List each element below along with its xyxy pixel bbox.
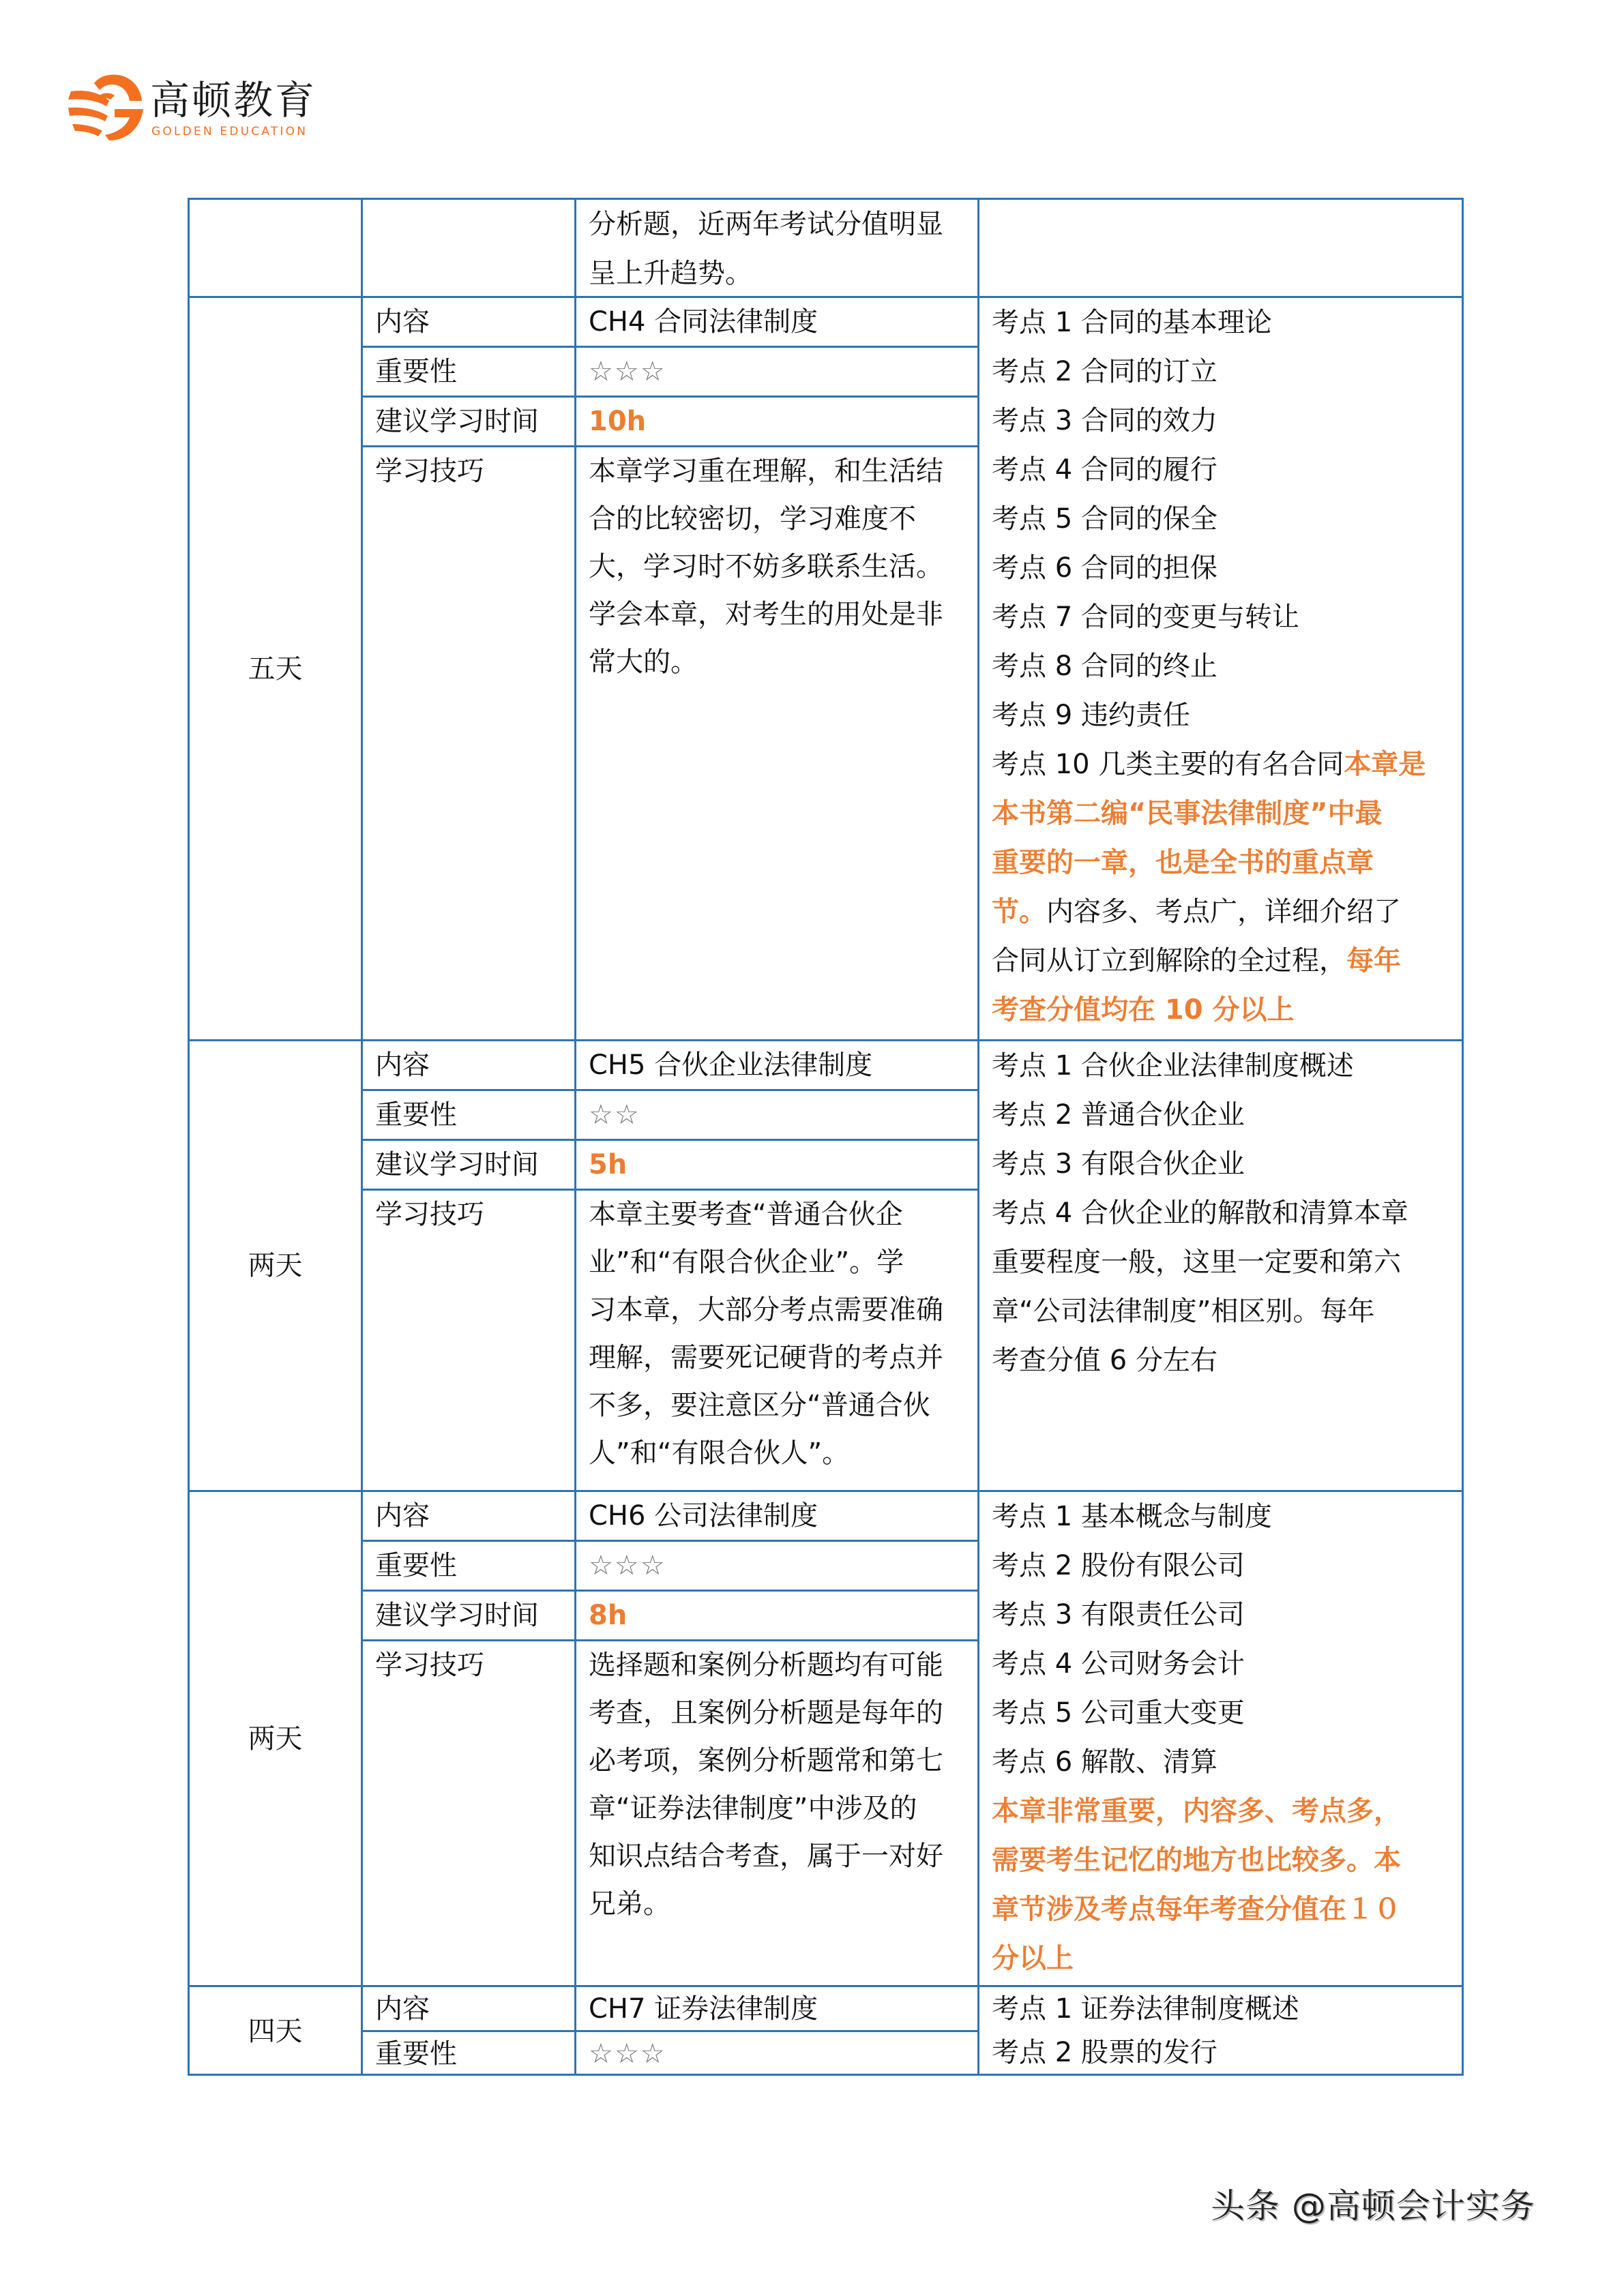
label-study-time: 建议学习时间: [363, 1592, 574, 1641]
exam-points-cell: [977, 1987, 1464, 2076]
label-column: [361, 298, 574, 1039]
tips-line: 常大的。: [589, 646, 698, 678]
exam-point: 考点 1 证券法律制度概述: [992, 1993, 1299, 2025]
importance-stars-icon: ☆☆☆: [576, 1542, 977, 1592]
exam-points-cell: [977, 298, 1464, 1039]
study-hours: 5h: [576, 1141, 977, 1191]
highlight-text: 重要的一章，也是全书的重点章: [992, 847, 1374, 878]
tips-line: 分析题，近两年考试分值明显: [589, 209, 943, 240]
exam-point: 考点 10 几类主要的有名合同: [992, 749, 1344, 780]
exam-point: 考点 2 股份有限公司: [992, 1550, 1245, 1581]
tips-line: 本章学习重在理解，和生活结: [589, 456, 943, 487]
tips-line: 习本章，大部分考点需要准确: [589, 1294, 943, 1326]
tips-line: 人”和“有限合伙人”。: [589, 1437, 850, 1469]
highlight-text: 需要考生记忆的地方也比较多。本: [992, 1845, 1401, 1876]
exam-point: 考点 4 合同的履行: [992, 454, 1217, 486]
exam-points-cell: [977, 1041, 1464, 1490]
chapter-title: CH5 合伙企业法律制度: [576, 1041, 977, 1091]
importance-stars-icon: ☆☆☆: [576, 348, 977, 398]
value-column: [574, 1492, 977, 1985]
importance-stars-icon: ☆☆: [576, 1091, 977, 1141]
value-column: [574, 1987, 977, 2076]
study-tips: [576, 447, 977, 1039]
exam-point: 考点 4 合伙企业的解散和清算本章: [992, 1197, 1408, 1229]
tips-line: 业”和“有限合伙企业”。学: [589, 1247, 904, 1278]
table-section-ch4: [188, 298, 1464, 1041]
exam-point: 考点 3 合同的效力: [992, 405, 1217, 436]
summary-text: 章“公司法律制度”相区别。每年: [992, 1296, 1375, 1327]
label-content: 内容: [363, 298, 574, 348]
summary-text: 内容多、考点广，详细介绍了: [1046, 896, 1401, 927]
exam-point: 考点 2 合同的订立: [992, 356, 1217, 387]
exam-point: 考点 2 股票的发行: [992, 2037, 1217, 2068]
label-content: 内容: [363, 1492, 574, 1542]
label-study-time: 建议学习时间: [363, 398, 574, 447]
exam-point: 考点 3 有限责任公司: [992, 1599, 1245, 1630]
day-cell: 两天: [188, 1041, 361, 1490]
exam-point: 考点 2 普通合伙企业: [992, 1099, 1245, 1131]
tips-line: 合的比较密切，学习难度不: [589, 503, 916, 535]
value-column: [574, 298, 977, 1039]
label-tips: 学习技巧: [375, 1650, 484, 1681]
day-cell: [188, 200, 361, 298]
tips-line: 大，学习时不妨多联系生活。: [589, 551, 943, 582]
summary-line: [992, 887, 1449, 936]
label-importance: 重要性: [363, 348, 574, 398]
study-tips: [576, 1191, 977, 1490]
day-cell: 四天: [188, 1987, 361, 2076]
summary-line: [992, 936, 1449, 985]
logo-name-cn: 高顿教育: [150, 77, 317, 123]
label-study-time: 建议学习时间: [363, 1141, 574, 1191]
tips-line: 章“证券法律制度”中涉及的: [589, 1793, 917, 1824]
table-section-ch6: [188, 1492, 1464, 1987]
label-cell: [361, 200, 574, 298]
exam-point: 考点 8 合同的终止: [992, 651, 1217, 682]
chapter-title: CH7 证券法律制度: [576, 1987, 977, 2032]
logo-name-en: GOLDEN EDUCATION: [151, 125, 308, 138]
tips-line: 理解，需要死记硬背的考点并: [589, 1342, 943, 1373]
exam-point: 考点 4 公司财务会计: [992, 1648, 1245, 1680]
table-section-ch7: [188, 1987, 1464, 2076]
exam-point: 考点 6 解散、清算: [992, 1746, 1217, 1778]
exam-point: 考点 1 合伙企业法律制度概述: [992, 1050, 1354, 1082]
exam-point: 考点 1 合同的基本理论: [992, 307, 1272, 338]
exam-point: 考点 3 有限合伙企业: [992, 1148, 1245, 1180]
tips-cell: [574, 200, 977, 298]
exam-point: 考点 1 基本概念与制度: [992, 1501, 1272, 1532]
tips-line: 考查，且案例分析题是每年的: [589, 1697, 943, 1729]
tips-line: 选择题和案例分析题均有可能: [589, 1650, 943, 1681]
label-column: [361, 1987, 574, 2076]
day-cell: 五天: [188, 298, 361, 1039]
golden-education-logo-icon: [67, 71, 145, 143]
study-plan-table: [188, 198, 1464, 2076]
summary-text: 合同从订立到解除的全过程，: [992, 945, 1346, 976]
importance-stars-icon: ☆☆☆: [589, 2038, 666, 2070]
exam-points-cell: [977, 1492, 1464, 1985]
label-importance: 重要性: [375, 2038, 457, 2070]
label-importance: 重要性: [363, 1091, 574, 1141]
exam-point: 考点 5 合同的保全: [992, 503, 1217, 535]
study-tips: [576, 1641, 977, 1985]
highlight-text: 本章是: [1344, 749, 1426, 780]
highlight-text: 本章非常重要，内容多、考点多，: [992, 1795, 1401, 1827]
label-column: [361, 1492, 574, 1985]
highlight-text: 本书第二编“民事法律制度”中最: [992, 798, 1383, 829]
label-tips: 学习技巧: [375, 456, 484, 487]
exam-point: 考点 5 公司重大变更: [992, 1697, 1245, 1729]
summary-text: 考查分值 6 分左右: [992, 1345, 1217, 1376]
chapter-title: CH6 公司法律制度: [576, 1492, 977, 1542]
chapter-title: CH4 合同法律制度: [576, 298, 977, 348]
watermark-text: 头条 @高顿会计实务: [1211, 2186, 1535, 2226]
highlight-text: 每年: [1346, 945, 1401, 976]
study-hours: 10h: [576, 398, 977, 447]
tips-line: 学会本章，对考生的用处是非: [589, 599, 943, 630]
label-content: 内容: [363, 1987, 574, 2032]
tips-line: 必考项，案例分析题常和第七: [589, 1745, 943, 1776]
label-column: [361, 1041, 574, 1490]
highlight-text: 章节涉及考点每年考查分值在１０: [992, 1894, 1401, 1925]
summary-text: 重要程度一般，这里一定要和第六: [992, 1247, 1401, 1278]
label-content: 内容: [363, 1041, 574, 1091]
highlight-text: 节。: [992, 896, 1046, 927]
tips-line: 不多，要注意区分“普通合伙: [589, 1390, 930, 1421]
table-section-continued: [188, 198, 1464, 298]
tips-line: 兄弟。: [589, 1888, 670, 1920]
highlight-text: 考查分值均在 10 分以上: [992, 994, 1295, 1026]
tips-line: 知识点结合考查，属于一对好: [589, 1840, 943, 1872]
study-hours: 8h: [576, 1592, 977, 1641]
label-importance: 重要性: [363, 1542, 574, 1592]
exam-point: 考点 7 合同的变更与转让: [992, 601, 1299, 633]
value-column: [574, 1041, 977, 1490]
table-section-ch5: [188, 1041, 1464, 1492]
brand-logo: [67, 68, 326, 147]
label-tips: 学习技巧: [375, 1199, 484, 1230]
tips-line: 本章主要考查“普通合伙企: [589, 1199, 903, 1230]
tips-line: 呈上升趋势。: [589, 258, 752, 289]
day-cell: 两天: [188, 1492, 361, 1985]
points-cell: [977, 200, 1464, 298]
exam-point: 考点 9 违约责任: [992, 700, 1190, 731]
highlight-text: 分以上: [992, 1943, 1074, 1974]
exam-point: 考点 6 合同的担保: [992, 552, 1217, 584]
summary-line: [992, 740, 1449, 789]
